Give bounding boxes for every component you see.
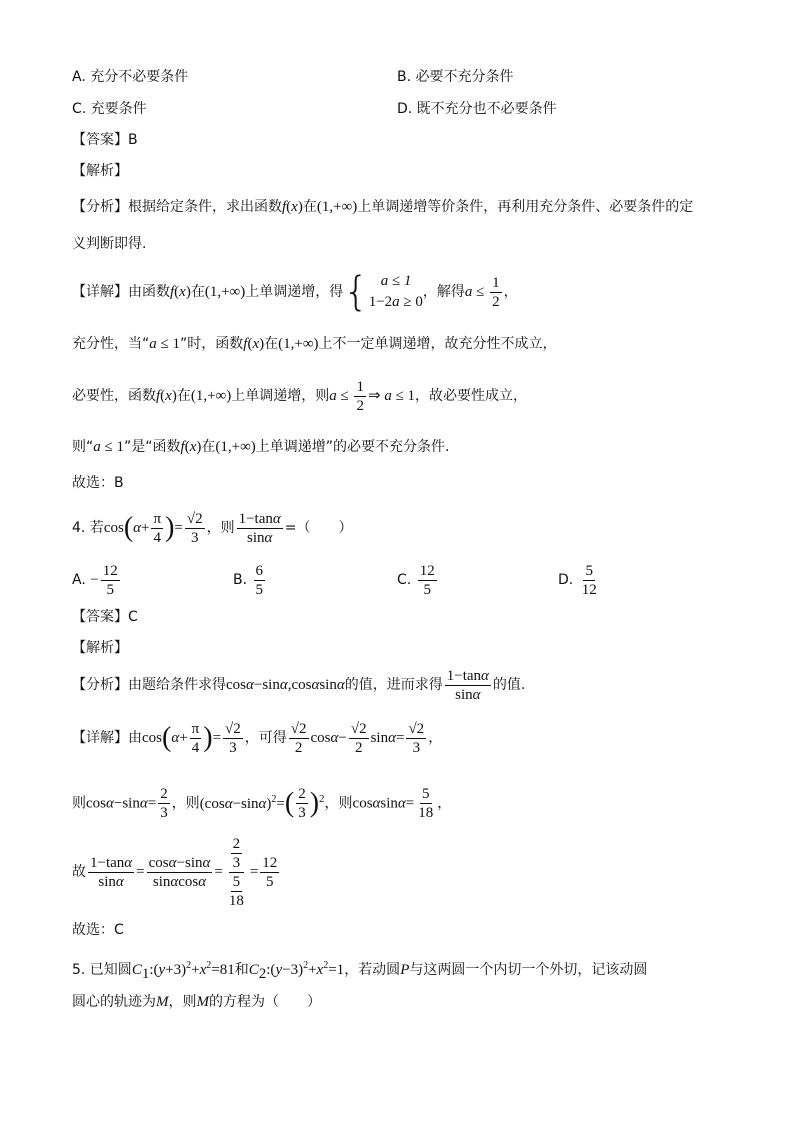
q4-xiangjie: 【详解】由cos(α+ $\frac{\pi}{4}$ )= $\frac{√2}{3}$ ，可得 $\frac{√2}{2}$ cosα− $\frac{√2}{2}$ sinα= $\frac{√2}{3}$ ， bbox=[72, 720, 443, 756]
q3-xiangjie-mid: 上单调递增，得 bbox=[245, 284, 344, 300]
q4-option-a-label: A. bbox=[72, 572, 86, 588]
q4-step2-mid2: ，则 bbox=[324, 795, 353, 812]
q3-xiangjie-prefix: 【详解】由函数 bbox=[72, 284, 170, 300]
q3-necessity-prefix: 必要性，函数 bbox=[72, 388, 156, 404]
q4-option-b-label: B. bbox=[233, 572, 248, 588]
q3-sufficiency-end: 上不一定单调递增，故充分性不成立， bbox=[318, 336, 557, 352]
q5-stem-mid2: ，若动圆 bbox=[344, 962, 401, 978]
q5-line2-mid: ，则 bbox=[168, 994, 197, 1010]
q4-fenxi-prefix: 【分析】由题给条件求得 bbox=[72, 677, 226, 693]
q4-fenxi-mid: 的值，进而求得 bbox=[344, 677, 443, 693]
q4-option-c-label: C. bbox=[397, 572, 412, 588]
q3-sufficiency: 充分性，当“a ≤ 1”时，函数f(x)在(1,+∞)上不一定单调递增，故充分性不成立， bbox=[72, 336, 557, 352]
q3-conclusion-end: 上单调递增”的必要不充分条件. bbox=[255, 439, 450, 455]
q4-xiangjie-mid: ，可得 bbox=[244, 730, 287, 746]
q3-option-d[interactable]: D. 既不充分也不必要条件 bbox=[397, 101, 557, 117]
q3-fenxi-line2: 义判断即得. bbox=[72, 236, 147, 252]
q4-step2-mid: ，则 bbox=[171, 795, 200, 812]
q4-option-d[interactable]: D. $\frac{5}{12}$ bbox=[558, 562, 597, 598]
q3-conclusion-prefix: 则“ bbox=[72, 439, 94, 455]
q3-option-c[interactable]: C. 充要条件 bbox=[72, 101, 147, 117]
q3-necessity: 必要性，函数f(x)在(1,+∞)上单调递增，则a ≤ $\frac{1}{2}$ ⇒ a ≤ 1，故必要性成立， bbox=[72, 378, 528, 414]
q3-fenxi-prefix: 【分析】根据给定条件，求出函数 bbox=[72, 199, 282, 215]
q3-sufficiency-mid: ”时，函数 bbox=[180, 336, 244, 352]
q5-stem-prefix: 5. 已知圆 bbox=[72, 962, 132, 978]
q4-option-b[interactable]: B. $\frac{6}{5}$ bbox=[233, 562, 264, 598]
q4-fenxi-end: 的值. bbox=[492, 677, 526, 693]
q3-sufficiency-prefix: 充分性，当“ bbox=[72, 336, 150, 352]
q4-option-c[interactable]: C. $\frac{12}{5}$ bbox=[397, 562, 435, 598]
q3-fenxi-mid: 上单调递增等价条件，再利用充分条件、必要条件的定 bbox=[357, 199, 694, 215]
q4-step3-prefix: 故 bbox=[72, 864, 86, 880]
q3-conclusion-mid: ”是“函数 bbox=[124, 439, 181, 455]
q4-step3: 故 $\frac{1-\tan\alpha}{\sin\alpha}$ = $\frac{\cos\alpha-\sin\alpha}{\sin\alpha\cos\alpha}$ = $\frac{\frac{2}{3}}{\frac{5}{18}}$ = $\frac{12}{5}$ bbox=[72, 835, 278, 909]
q4-fenxi: 【分析】由题给条件求得cosα−sinα,cosαsinα的值，进而求得 $\frac{1-\tan\alpha}{\sin\alpha}$ 的值. bbox=[72, 667, 526, 703]
q4-analysis-label: 【解析】 bbox=[72, 640, 128, 656]
q3-necessity-mid: 上单调递增，则 bbox=[231, 388, 330, 404]
q5-stem-mid: 和 bbox=[234, 962, 249, 978]
q5-stem-mid3: 与这两圆一个内切一个外切，记该动圆 bbox=[409, 962, 648, 978]
q4-stem-then: ，则 bbox=[206, 520, 235, 536]
q3-conclusion: 则“a ≤ 1”是“函数f(x)在(1,+∞)上单调递增”的必要不充分条件. bbox=[72, 439, 450, 455]
q3-option-a[interactable]: A. 充分不必要条件 bbox=[72, 69, 189, 85]
q3-answer: 【答案】B bbox=[72, 132, 138, 148]
q4-step2: 则cosα−sinα= $\frac{2}{3}$ ，则$(\cos\alpha-\sin\alpha)^2=$( $\frac{2}{3}$ )$^2$，则cosαsinα= $\frac{5}{18}$ ， bbox=[72, 786, 452, 822]
q5-stem-line2: 圆心的轨迹为M，则M的方程为（ ） bbox=[72, 994, 321, 1010]
q4-answer: 【答案】C bbox=[72, 609, 138, 625]
q4-stem-prefix: 4. 若 bbox=[72, 520, 104, 536]
q4-stem-end: =（ ） bbox=[284, 520, 353, 536]
q4-step2-prefix: 则 bbox=[72, 795, 86, 812]
q5-stem: 5. 已知圆$C_1:(y+3)^2+x^2=81$和$C_2:(y-3)^2+x^2=1$，若动圆P与这两圆一个内切一个外切，记该动圆 bbox=[72, 960, 648, 982]
q3-choose: 故选：B bbox=[72, 475, 124, 491]
q3-inequality-system: { a ≤ 1 1−2a ≥ 0 bbox=[343, 269, 423, 315]
q5-line2-prefix: 圆心的轨迹为 bbox=[72, 994, 156, 1010]
q3-necessity-end: ，故必要性成立， bbox=[415, 388, 528, 404]
q3-xiangjie: 【详解】由函数f(x)在(1,+∞)上单调递增，得 { a ≤ 1 1−2a ≥ 0 ，解得a ≤ $\frac{1}{2}$ ， bbox=[72, 269, 518, 315]
q4-choose: 故选：C bbox=[72, 922, 124, 938]
q4-stem: 4. 若cos(α+ $\frac{\pi}{4}$ )= $\frac{√2}{3}$ ，则 $\frac{1-\tan\alpha}{\sin\alpha}$ =（ ） bbox=[72, 510, 353, 546]
q4-option-a[interactable]: A. − $\frac{12}{5}$ bbox=[72, 562, 118, 598]
q3-xiangjie-solve: ，解得 bbox=[422, 284, 465, 300]
q4-xiangjie-prefix: 【详解】由 bbox=[72, 730, 142, 746]
q3-analysis-label: 【解析】 bbox=[72, 163, 128, 179]
q3-option-b[interactable]: B. 必要不充分条件 bbox=[397, 69, 514, 85]
q3-fenxi: 【分析】根据给定条件，求出函数f(x)在(1,+∞)上单调递增等价条件，再利用充分条件、必要条件的定 bbox=[72, 199, 694, 215]
q5-line2-end: 的方程为（ ） bbox=[209, 994, 321, 1010]
q4-option-d-label: D. bbox=[558, 572, 574, 588]
